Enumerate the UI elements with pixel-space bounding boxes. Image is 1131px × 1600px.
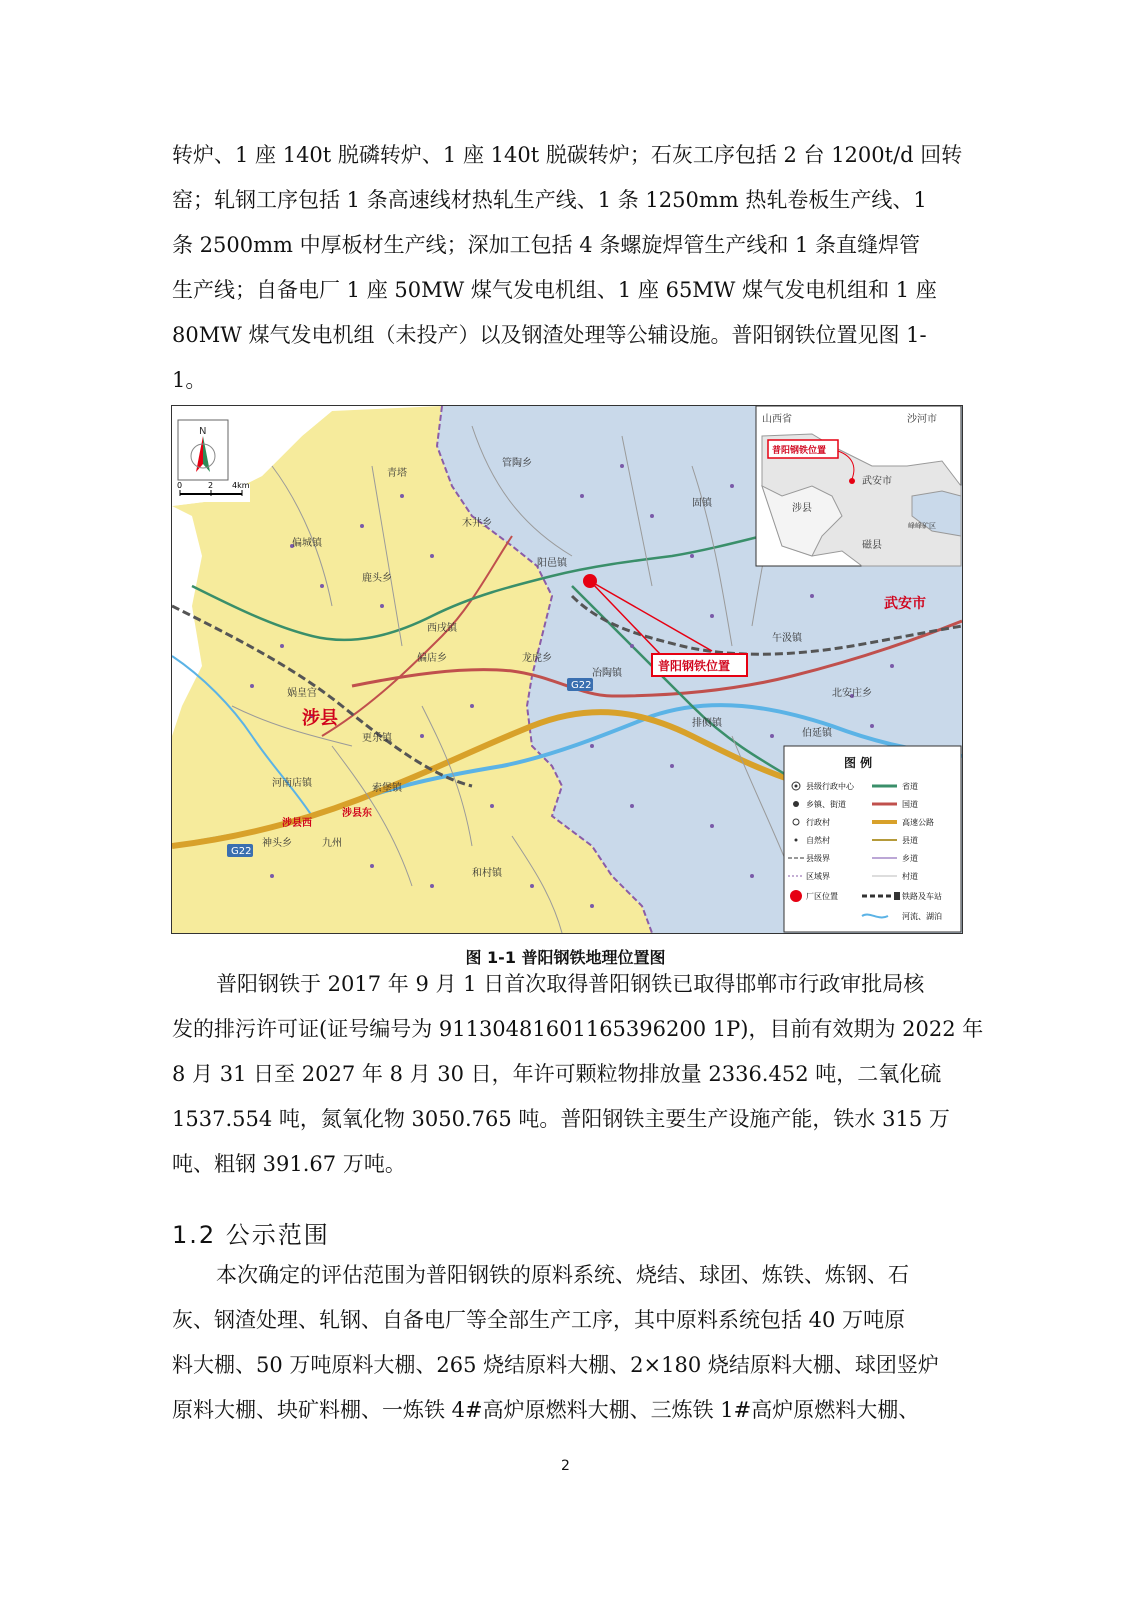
legend-item: 省道 [902, 782, 918, 791]
legend-item: 乡道 [902, 854, 918, 863]
location-map [171, 405, 963, 934]
legend-item: 县级行政中心 [806, 782, 854, 791]
compass-n-label: N [199, 426, 207, 437]
place-label: 偏城镇 [292, 538, 322, 549]
paragraph-1 [172, 133, 962, 403]
place-label: 涉县西 [282, 818, 312, 829]
legend-item: 高速公路 [902, 818, 934, 827]
place-label: 排侧镇 [692, 718, 722, 729]
place-label: 偏店乡 [417, 653, 447, 664]
paragraph-line: 8 月 31 日至 2027 年 8 月 30 日，年许可颗粒物排放量 2336.452 吨，二氧化硫 [172, 1062, 942, 1086]
g22-label: G22 [231, 846, 252, 857]
plant-callout-label: 普阳钢铁位置 [658, 659, 731, 673]
paragraph-line: 本次确定的评估范围为普阳钢铁的原料系统、烧结、球团、炼铁、炼钢、石 [216, 1263, 909, 1287]
place-label: 鹿头乡 [362, 573, 392, 584]
inset-plant-label: 普阳钢铁位置 [772, 446, 827, 456]
compass [178, 420, 228, 480]
paragraph-line: 吨、粗钢 391.67 万吨。 [172, 1152, 406, 1176]
inset-label: 磁县 [862, 540, 882, 551]
legend-item: 国道 [902, 800, 918, 809]
place-label: 更乐镇 [362, 733, 392, 744]
paragraph-line: 转炉、1 座 140t 脱磷转炉、1 座 140t 脱碳转炉；石灰工序包括 2 台 1200t/d 回转 [172, 143, 963, 167]
place-label: 午汲镇 [772, 633, 802, 644]
place-label: 管陶乡 [502, 458, 532, 469]
legend-item: 村道 [902, 872, 918, 881]
place-label: 青塔 [387, 468, 407, 479]
place-label: 娲皇宫 [287, 688, 317, 699]
page-number: 2 [561, 1458, 570, 1474]
inset-label: 涉县 [792, 503, 812, 514]
legend-title: 图 例 [844, 756, 873, 770]
place-label: 索堡镇 [372, 783, 402, 794]
inset-label: 山西省 [762, 414, 792, 425]
legend-item: 县级界 [806, 854, 830, 863]
legend-item: 县道 [902, 836, 918, 845]
legend-item: 行政村 [806, 818, 830, 827]
place-label: 涉县东 [342, 808, 372, 819]
paragraph-2 [172, 962, 984, 1187]
place-label: 冶陶镇 [592, 668, 622, 679]
place-label: 阳邑镇 [537, 558, 567, 569]
inset-label: 峰峰矿区 [908, 522, 936, 530]
paragraph-line: 原料大棚、块矿料棚、一炼铁 4#高炉原燃料大棚、三炼铁 1#高炉原燃料大棚、 [172, 1398, 920, 1422]
inset-label: 武安市 [862, 476, 892, 487]
paragraph-line: 发的排污许可证(证号编号为 91130481601165396200 1P)，目前有效期为 2022 年 [172, 1017, 984, 1041]
g22-label: G22 [571, 680, 592, 691]
map-legend [784, 746, 961, 932]
wuan-label: 武安市 [884, 596, 926, 612]
legend-item: 河流、湖泊 [902, 912, 942, 921]
place-label: 木井乡 [462, 518, 492, 529]
place-label: 神头乡 [262, 838, 292, 849]
paragraph-3 [172, 1253, 962, 1433]
place-label: 和村镇 [472, 868, 502, 879]
paragraph-line: 1。 [172, 368, 207, 392]
place-label: 九州 [322, 838, 342, 849]
paragraph-line: 灰、钢渣处理、轧钢、自备电厂等全部生产工序，其中原料系统包括 40 万吨原 [172, 1308, 906, 1332]
paragraph-line: 1537.554 吨，氮氧化物 3050.765 吨。普阳钢铁主要生产设施产能，铁水 315 万 [172, 1107, 950, 1131]
scale-tick: 4km [232, 481, 250, 490]
paragraph-line: 窑；轧钢工序包括 1 条高速线材热轧生产线、1 条 1250mm 热轧卷板生产线、1 [172, 188, 927, 212]
place-label: 西戌镇 [427, 623, 457, 634]
place-label: 伯延镇 [802, 728, 832, 739]
inset-label: 沙河市 [907, 414, 937, 425]
place-label: 固镇 [692, 498, 712, 509]
legend-item: 区域界 [806, 872, 830, 881]
shexian-label: 涉县 [302, 708, 338, 729]
paragraph-line: 普阳钢铁于 2017 年 9 月 1 日首次取得普阳钢铁已取得邯郸市行政审批局核 [216, 972, 925, 996]
inset-map [756, 406, 961, 566]
place-label: 龙虎乡 [522, 653, 552, 664]
figure-caption: 图 1-1 普阳钢铁地理位置图 [465, 948, 666, 967]
paragraph-line: 生产线；自备电厂 1 座 50MW 煤气发电机组、1 座 65MW 煤气发电机组和 1 座 [172, 278, 937, 302]
paragraph-line: 80MW 煤气发电机组（未投产）以及钢渣处理等公辅设施。普阳钢铁位置见图 1- [172, 323, 927, 347]
paragraph-line: 料大棚、50 万吨原料大棚、265 烧结原料大棚、2×180 烧结原料大棚、球团竖炉 [172, 1353, 939, 1377]
scale-bar [177, 481, 250, 502]
place-label: 北安庄乡 [832, 688, 872, 699]
legend-item: 乡镇、街道 [806, 800, 846, 809]
scale-tick: 2 [208, 481, 214, 490]
legend-item: 自然村 [806, 836, 830, 845]
paragraph-line: 条 2500mm 中厚板材生产线；深加工包括 4 条螺旋焊管生产线和 1 条直缝焊管 [172, 233, 921, 257]
place-label: 河南店镇 [272, 778, 312, 789]
section-heading: 1.2 公示范围 [172, 1221, 330, 1249]
scale-tick: 0 [177, 481, 183, 490]
legend-item: 厂区位置 [806, 892, 838, 901]
legend-item: 铁路及车站 [902, 892, 942, 901]
